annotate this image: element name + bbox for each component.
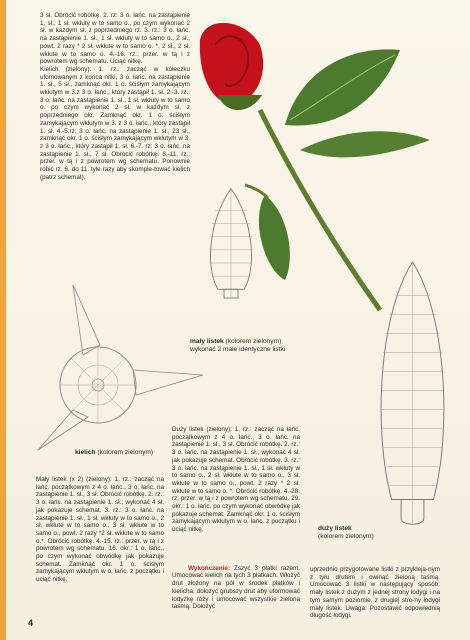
instructions-top: 3 sł. Obrócić robótkę. 2. rz: 3 o. łańc. na zastąpienie 1. sł., 1 sł. wkłuty w to samo o., po czym wykonać 2 sł. w każdym sł. z poprzedniego rz. 3. rz.: 3 o. łańc. na zastąpienie 1. sł., 1 sł. wkłuty w to samo o., 2 sł., powt. 2 razy * 2 sł. wkłute w to samo o. *, 2 sł., 2 sł. wkłute w to samo o. 4.-16. rz.: przer. w tą i z powrotem wg schematu. Uciąć nitkę. Kielich (zielony): 1. rz.: zacząć w kółeczku ufomowanym z końca nitki, 3 o. łańc. na zastąpienie 1. sł., 5 sł., zamknąć okr. 1 o. ściśłym zamykającym wkłutym w 3.z 3 o. łańc., który zastąpił 1. sł. 2.-3. rz.: 3 o. łańc. na zastąpienie 1. sł., 1 sł. wkłuty w to samo o. po czym wykonać 2 sł. w każdym sł. z poprzedniego okr. Zamknąć okr. 1 o. ściśłym zamykającym wkłutym w 3. z 3 o. łańc., który zastąpił 1. sł. 4.-5.rz: 3 o. łańc. na zastąpienie 1. sł., 23 sł., zamknąć okr. 1 o. ściśłym zamykającym wkłutym w 3. z 3 o. łańc., który zastąpił 1. sł. 6.-7. rz: 3 o. łańc. na zastąpienie 1. sł., 7 sł. Obrócić robótkę. 8.-11. rz.: przer. w tą i z powrotem wg schematu. Ponownie robić rz. 6. do 11. tyle razy aby skomple-tować kielich (patrz schemat). xyxy=(40,12,190,181)
large-leaf-diagram xyxy=(365,255,460,535)
instructions-large-leaf: Duży listek (zielony): 1. rz.: zacząć na łańc. początkowym z 4 o. łańc., 3 o. łańc. na zastąpienie 1. sł., 3 sł. Obrócić robótkę. 2. rz.: 3 o. łańc. na zastąpienie 1. sł., wykonać 4 sł. jak pokazuje schemat. Obrócić robótkę. 3. rz.: 3 o. łańc. na zastąpienie 1. sł., 1 sł. wkłuty w to samo o., 2 sł. wkłute w to samo o., 3 sł. wkłute w to samo o., powt. 2 razy * 2 sł. wkłute w to samo o. *. Obrócić robótkę. 4.-28. rz: przer. w tą i z powrotem wg schematu. 29. okr.: 1 o. łańc. po czym wykonać obwódkę jak pokazuje schemat. Zamknąć okr. 1 o. ściśłym zamykającym wkłutym w o. łańc. z początku i uciąć nitkę. xyxy=(172,426,302,534)
page-edge-stripe xyxy=(0,0,6,640)
instructions-small-leaf: Mały listek (x 2) (zielony): 1. rz.: zacząć na łańc. początkowym z 4 o. łańc., 3 o. łańc. na zastąpienie 1. sł., 3 sł. Obrócić robótkę. 2. rz.: 3 o. łańc. na zastąpienie 1. sł., wykonać 4 sł. jak pokazuje schemat. 3. rz.: 3 o. łańc. na zastąpienie 1. sł., 1 sł. wkłuty w to samo o., 2 sł. wkłute w to samo o., 3 sł. wkłute w to samo o., powt. 2 razy *2 sł. wkłute w to samo o.*. Obrócić robótkę. 4.-15. rz.: przer. w tą i z powrotem wg schematu. 16. okr.: 1 o. łańc., po czym wykonać obwódkę jak pokazuje schemat. Zamknąć okr. 1 o. ściśłym zamykającym wkłutym w o. łańc. z początku i uciąć nitkę. xyxy=(36,476,166,584)
instructions-finishing: Wykończenie: Zszyć 3 płatki razem. Umocować kielich na tych 3 płatkach. Włożyć drut złożony na pół w środek płatków i kielicha, dołożyć grubszy drut aby uformować łodyżkę róży i umocować wszystkie zielona taśmą. Dołożyć xyxy=(172,564,302,611)
page-number: 4 xyxy=(28,618,34,628)
rose-bud xyxy=(200,23,263,110)
caption-large-leaf: duży listek (kolorem zielonym) xyxy=(318,525,374,540)
instructions-finishing-cont: uprzednio przygotowane listki z przykleja-nym z tyłu drutem i owinąć zieloną taśmą. Umocować 3 listki w następujący sposób: mały listek z dużym z jednej strony łodygi i na tym samym poziomie, z drugiej stro-ny łodygi mały listek. Uwaga: Pozostawić odpowiednią długość łodygi. xyxy=(310,566,442,620)
caption-calyx: kielich (kolorem zielonym) xyxy=(75,449,154,456)
caption-small-leaf: mały listek (kolorem zielonym) wykonać 2 małe identyczne listki xyxy=(190,338,286,353)
finishing-label: Wykończenie: xyxy=(188,564,230,572)
